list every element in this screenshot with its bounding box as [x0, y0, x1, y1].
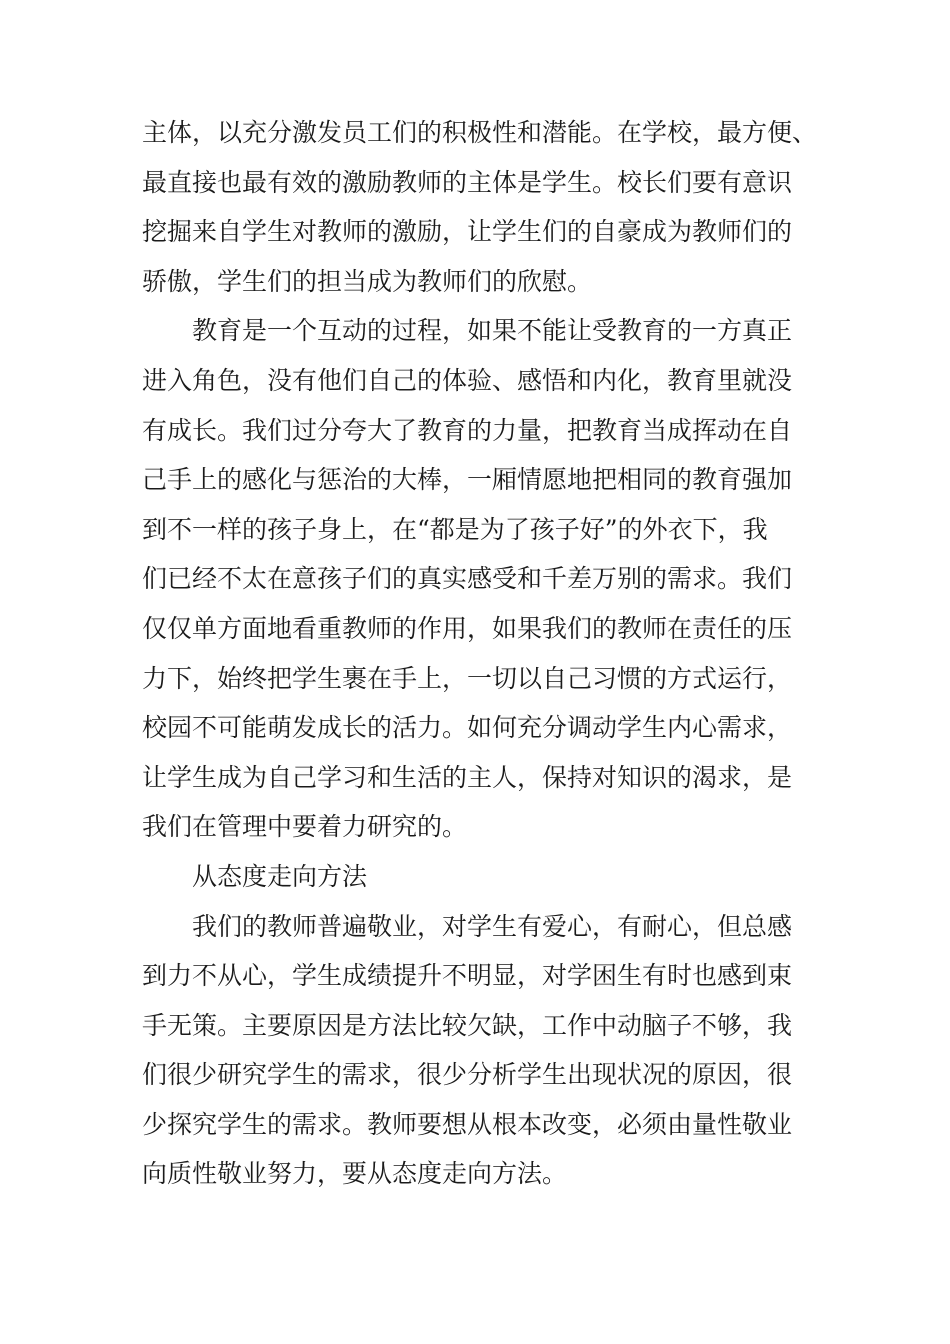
- text-line: 己手上的感化与惩治的大棒，一厢情愿地把相同的教育强加: [142, 465, 793, 495]
- text-line: 少探究学生的需求。教师要想从根本改变，必须由量性敬业: [142, 1109, 793, 1139]
- text-line: 教育是一个互动的过程，如果不能让受教育的一方真正: [192, 316, 793, 346]
- text-line: 从态度走向方法: [192, 861, 368, 891]
- text-line: 进入角色，没有他们自己的体验、感悟和内化，教育里就没: [142, 365, 793, 395]
- text-line: 到不一样的孩子身上，在“都是为了孩子好”的外衣下，我: [142, 514, 768, 544]
- text-line: 主体，以充分激发员工们的积极性和潜能。在学校，最方便、: [142, 118, 818, 147]
- text-line: 们很少研究学生的需求，很少分析学生出现状况的原因，很: [142, 1060, 793, 1090]
- text-line: 校园不可能萌发成长的活力。如何充分调动学生内心需求，: [142, 713, 793, 743]
- text-line: 让学生成为自己学习和生活的主人，保持对知识的渴求，是: [142, 762, 793, 792]
- text-line: 最直接也最有效的激励教师的主体是学生。校长们要有意识: [142, 167, 793, 197]
- text-line: 们已经不太在意孩子们的真实感受和千差万别的需求。我们: [142, 564, 793, 594]
- text-line: 我们在管理中要着力研究的。: [142, 812, 468, 842]
- text-line: 力下，始终把学生裹在手上，一切以自己习惯的方式运行，: [142, 663, 793, 693]
- body-text: [142, 108, 832, 1199]
- text-line: 手无策。主要原因是方法比较欠缺，工作中动脑子不够，我: [142, 1010, 793, 1040]
- text-line: 我们的教师普遍敬业，对学生有爱心，有耐心，但总感: [192, 911, 793, 941]
- text-line: 骄傲，学生们的担当成为教师们的欣慰。: [142, 266, 593, 296]
- text-line: 挖掘来自学生对教师的激励，让学生们的自豪成为教师们的: [142, 217, 793, 247]
- text-line: 仅仅单方面地看重教师的作用，如果我们的教师在责任的压: [142, 613, 793, 643]
- text-line: 到力不从心，学生成绩提升不明显，对学困生有时也感到束: [142, 961, 793, 991]
- text-line: 有成长。我们过分夸大了教育的力量，把教育当成挥动在自: [142, 415, 793, 445]
- text-line: 向质性敬业努力，要从态度走向方法。: [142, 1159, 568, 1189]
